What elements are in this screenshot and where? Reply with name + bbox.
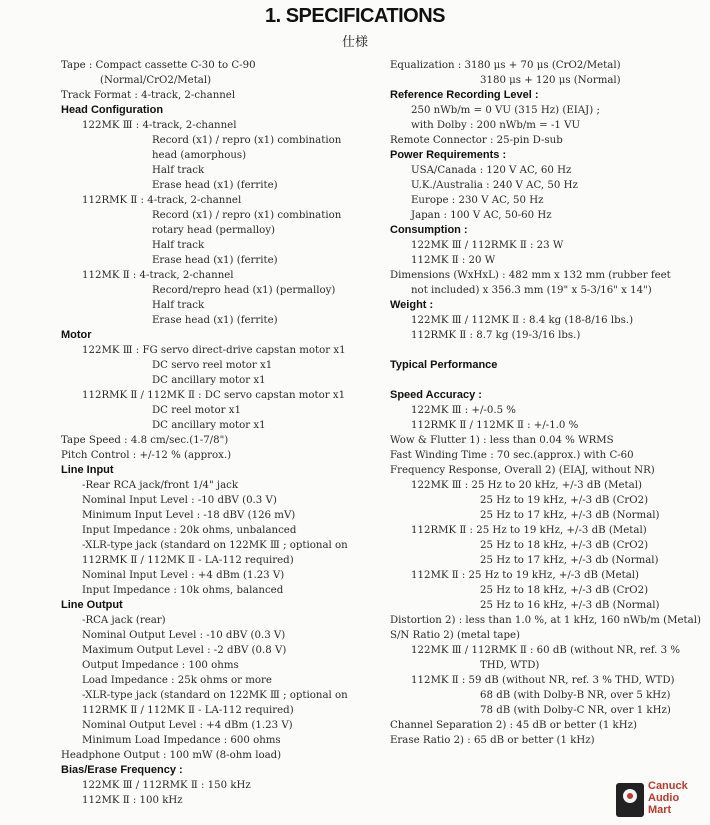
left-spec-line-17: Erase head (x1) (ferrite) [152, 315, 278, 326]
right-spec-line-7: USA/Canada : 120 V AC, 60 Hz [411, 165, 572, 176]
right-spec-line-37: Distortion 2) : less than 1.0 %, at 1 kHz, 160 nWb/m (Metal) [390, 615, 701, 626]
right-spec-line-25: Wow & Flutter 1) : less than 0.04 % WRMS [390, 435, 614, 446]
left-spec-line-46: Headphone Output : 100 mW (8-ohm load) [61, 750, 282, 761]
left-spec-line-16: Half track [152, 300, 205, 311]
logo-line-2: Audio [648, 792, 680, 804]
right-spec-line-41: 112MK Ⅱ : 59 dB (without NR, ref. 3 % THD, WTD) [411, 675, 675, 686]
right-spec-line-1: 3180 μs + 120 μs (Normal) [480, 75, 621, 86]
right-spec-line-11: Consumption : [390, 224, 468, 236]
right-spec-line-31: 112RMK Ⅱ : 25 Hz to 19 kHz, +/-3 dB (Metal) [411, 525, 647, 536]
left-spec-line-32: -XLR-type jack (standard on 122MK Ⅲ ; optional on [82, 540, 348, 551]
left-spec-line-28: -Rear RCA jack/front 1/4" jack [82, 480, 239, 491]
right-spec-line-34: 112MK Ⅱ : 25 Hz to 19 kHz, +/-3 dB (Metal) [411, 570, 640, 581]
left-spec-line-33: 112RMK Ⅱ / 112MK Ⅱ - LA-112 required) [82, 555, 294, 566]
page-title: 1. SPECIFICATIONS [264, 5, 446, 27]
left-spec-line-0: Tape : Compact cassette C-30 to C-90 [61, 60, 256, 71]
left-spec-line-7: Half track [152, 165, 205, 176]
page-subtitle-japanese: 仕様 [341, 35, 368, 50]
right-spec-line-23: 122MK Ⅲ : +/-0.5 % [411, 405, 516, 416]
left-spec-line-35: Input Impedance : 10k ohms, balanced [82, 585, 284, 596]
left-spec-line-5: Record (x1) / repro (x1) combination [152, 135, 342, 146]
left-spec-line-27: Line Input [61, 464, 114, 476]
right-spec-line-33: 25 Hz to 17 kHz, +/-3 db (Normal) [480, 555, 659, 566]
left-spec-line-9: 112RMK Ⅱ : 4-track, 2-channel [82, 195, 242, 206]
left-spec-line-37: -RCA jack (rear) [82, 615, 166, 626]
right-spec-line-13: 112MK Ⅱ : 20 W [411, 255, 496, 266]
left-spec-line-45: Minimum Load Impedance : 600 ohms [82, 735, 281, 746]
left-spec-column [61, 58, 386, 808]
right-spec-line-14: Dimensions (WxHxL) : 482 mm x 132 mm (rubber feet [390, 270, 671, 281]
right-spec-line-2: Reference Recording Level : [390, 89, 539, 101]
right-spec-line-6: Power Requirements : [390, 149, 507, 161]
left-spec-line-1: (Normal/CrO2/Metal) [100, 75, 212, 86]
left-spec-line-20: DC servo reel motor x1 [152, 360, 273, 371]
right-spec-line-40: THD, WTD) [480, 660, 540, 671]
left-spec-line-26: Pitch Control : +/-12 % (approx.) [61, 450, 232, 461]
right-spec-line-17: 122MK Ⅲ / 112MK Ⅱ : 8.4 kg (18-8/16 lbs.) [411, 315, 634, 326]
left-spec-line-43: 112RMK Ⅱ / 112MK Ⅱ - LA-112 required) [82, 705, 294, 716]
right-spec-line-30: 25 Hz to 17 kHz, +/-3 dB (Normal) [480, 510, 660, 521]
right-spec-line-35: 25 Hz to 18 kHz, +/-3 dB (CrO2) [480, 585, 649, 596]
right-spec-line-42: 68 dB (with Dolby-B NR, over 5 kHz) [480, 690, 671, 701]
right-spec-line-9: Europe : 230 V AC, 50 Hz [411, 195, 544, 206]
right-spec-line-28: 122MK Ⅲ : 25 Hz to 20 kHz, +/-3 dB (Metal) [411, 480, 642, 491]
left-spec-line-41: Load Impedance : 25k ohms or more [82, 675, 272, 686]
right-spec-line-18: 112RMK Ⅱ : 8.7 kg (19-3/16 lbs.) [411, 330, 581, 341]
right-spec-line-36: 25 Hz to 16 kHz, +/-3 dB (Normal) [480, 600, 660, 611]
right-spec-line-27: Frequency Response, Overall 2) (EIAJ, without NR) [390, 465, 655, 476]
left-spec-line-39: Maximum Output Level : -2 dBV (0.8 V) [82, 645, 287, 656]
right-spec-line-21 [390, 373, 705, 388]
left-spec-line-21: DC ancillary motor x1 [152, 375, 266, 386]
right-spec-line-32: 25 Hz to 18 kHz, +/-3 dB (CrO2) [480, 540, 649, 551]
left-spec-line-38: Nominal Output Level : -10 dBV (0.3 V) [82, 630, 286, 641]
left-spec-line-13: Erase head (x1) (ferrite) [152, 255, 278, 266]
left-spec-line-3: Head Configuration [61, 104, 164, 116]
right-spec-line-5: Remote Connector : 25-pin D-sub [390, 135, 563, 146]
right-spec-line-44: Channel Separation 2) : 45 dB or better (1 kHz) [390, 720, 637, 731]
left-spec-line-11: rotary head (permalloy) [152, 225, 275, 236]
left-spec-line-22: 112RMK Ⅱ / 112MK Ⅱ : DC servo capstan motor x1 [82, 390, 346, 401]
right-spec-line-8: U.K./Australia : 240 V AC, 50 Hz [411, 180, 578, 191]
right-spec-line-24: 112RMK Ⅱ / 112MK Ⅱ : +/-1.0 % [411, 420, 579, 431]
left-spec-line-34: Nominal Input Level : +4 dBm (1.23 V) [82, 570, 285, 581]
right-spec-line-16: Weight : [390, 299, 434, 311]
left-spec-line-36: Line Output [61, 599, 123, 611]
right-spec-line-10: Japan : 100 V AC, 50-60 Hz [411, 210, 552, 221]
left-spec-line-47: Bias/Erase Frequency : [61, 764, 183, 776]
left-spec-line-18: Motor [61, 329, 92, 341]
left-spec-line-15: Record/repro head (x1) (permalloy) [152, 285, 336, 296]
left-spec-line-14: 112MK Ⅱ : 4-track, 2-channel [82, 270, 234, 281]
left-spec-line-19: 122MK Ⅲ : FG servo direct-drive capstan motor x1 [82, 345, 346, 356]
left-spec-line-31: Input Impedance : 20k ohms, unbalanced [82, 525, 297, 536]
right-spec-line-29: 25 Hz to 19 kHz, +/-3 dB (CrO2) [480, 495, 649, 506]
left-spec-line-25: Tape Speed : 4.8 cm/sec.(1-7/8") [61, 435, 229, 446]
right-spec-column [390, 58, 705, 748]
left-spec-line-2: Track Format : 4-track, 2-channel [61, 90, 236, 101]
logo-line-1: Canuck [648, 780, 688, 792]
right-spec-line-39: 122MK Ⅲ / 112RMK Ⅱ : 60 dB (without NR, ref. 3 % [411, 645, 681, 656]
right-spec-line-20: Typical Performance [390, 359, 498, 371]
right-spec-line-4: with Dolby : 200 nWb/m = -1 VU [411, 120, 581, 131]
left-spec-line-30: Minimum Input Level : -18 dBV (126 mV) [82, 510, 296, 521]
right-spec-line-0: Equalization : 3180 μs + 70 μs (CrO2/Metal) [390, 60, 621, 71]
right-spec-line-19 [390, 343, 705, 358]
left-spec-line-8: Erase head (x1) (ferrite) [152, 180, 278, 191]
left-spec-line-10: Record (x1) / repro (x1) combination [152, 210, 342, 221]
left-spec-line-24: DC ancillary motor x1 [152, 420, 266, 431]
left-spec-line-48: 122MK Ⅲ / 112RMK Ⅱ : 150 kHz [82, 780, 251, 791]
right-spec-line-12: 122MK Ⅲ / 112RMK Ⅱ : 23 W [411, 240, 564, 251]
left-spec-line-23: DC reel motor x1 [152, 405, 241, 416]
speaker-icon [616, 783, 644, 817]
canuck-audio-mart-logo [616, 780, 708, 822]
left-spec-line-40: Output Impedance : 100 ohms [82, 660, 239, 671]
logo-line-3: Mart [648, 804, 672, 816]
right-spec-line-3: 250 nWb/m = 0 VU (315 Hz) (EIAJ) ; [411, 105, 600, 116]
right-spec-line-43: 78 dB (with Dolby-C NR, over 1 kHz) [480, 705, 671, 716]
left-spec-line-29: Nominal Input Level : -10 dBV (0.3 V) [82, 495, 277, 506]
right-spec-line-15: not included) x 356.3 mm (19" x 5-3/16" x 14") [411, 285, 652, 296]
left-spec-line-42: -XLR-type jack (standard on 122MK Ⅲ ; optional on [82, 690, 348, 701]
left-spec-line-12: Half track [152, 240, 205, 251]
left-spec-line-44: Nominal Output Level : +4 dBm (1.23 V) [82, 720, 293, 731]
right-spec-line-26: Fast Winding Time : 70 sec.(approx.) with C-60 [390, 450, 634, 461]
right-spec-line-45: Erase Ratio 2) : 65 dB or better (1 kHz) [390, 735, 595, 746]
left-spec-line-4: 122MK Ⅲ : 4-track, 2-channel [82, 120, 237, 131]
left-spec-line-6: head (amorphous) [152, 150, 247, 161]
right-spec-line-22: Speed Accuracy : [390, 389, 482, 401]
left-spec-line-49: 112MK Ⅱ : 100 kHz [82, 795, 183, 806]
right-spec-line-38: S/N Ratio 2) (metal tape) [390, 630, 520, 641]
